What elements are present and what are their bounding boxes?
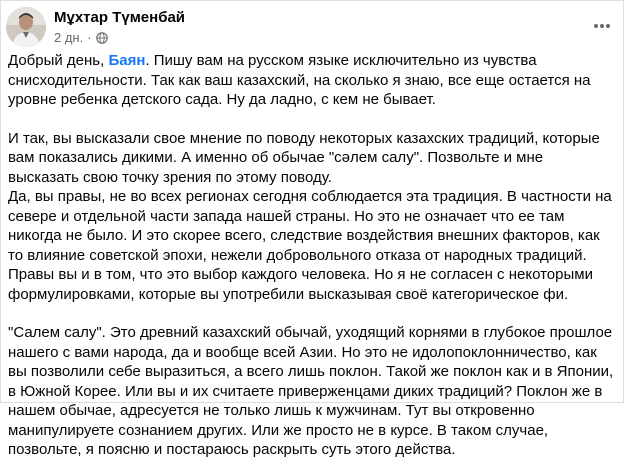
more-options-button[interactable] <box>591 15 613 37</box>
post-paragraph-custom: "Салем салу". Это древний казахский обычай, уходящий корнями в глубокое прошлое нашего с вами народа, да и вообще всей Азии. Но это не идолопоклонничество, как вы позволили себе выразиться, а всего лишь поклон. Такой же поклон как и в Японии, в Южной Корее. Или вы и их считаете приверженцами диких традиций? Поклон же в нашем обычае, адресуется не только лишь к мужчинам. Тут вы откровенно манипулируете сознанием других. Или же просто не в курсе. В таком случае, позвольте, я поясню и постараюсь раскрыть суть этого действа. <box>8 324 614 458</box>
greeting-text: . Пишу вам на русском языке исключительно из чувства снисходительности. Так как ваш казахский, на сколько я знаю, все еще остается на уровне ребенка детского сада. Ну да ладно, с кем не бывает. <box>8 52 591 108</box>
post-timestamp[interactable]: 2 дн. <box>54 30 84 45</box>
post-meta <box>54 30 108 45</box>
post-paragraph-choice: Правы вы и в том, что это выбор каждого человека. Но я не согласен с некоторыми формулировками, которые вы употребили высказывая своё категорическое фи. <box>8 266 593 303</box>
post-body <box>8 51 616 460</box>
meta-separator: · <box>87 30 92 45</box>
avatar[interactable] <box>6 7 46 47</box>
post-paragraph-greeting <box>8 51 616 110</box>
avatar-photo-icon <box>6 7 46 47</box>
post-paragraph-opinion: И так, вы высказали свое мнение по поводу некоторых казахских традиций, которые вам показались дикими. А именно об обычае "сәлем салу". Позвольте и мне высказать свою точку зрения по этому поводу. <box>8 129 600 186</box>
post-header <box>6 7 615 47</box>
mention-link[interactable]: Баян <box>108 52 146 69</box>
post-paragraph-regions: Да, вы правы, не во всех регионах сегодня соблюдается эта традиция. В частности на севере и отдельной части запада нашей страны. Но это не означает что ее там никогда не было. И это скорее всего, следствие воздействия внешних факторов, как то влияние советской эпохи, нежели добровольного отказа от народных традиций. <box>8 188 612 264</box>
more-horizontal-icon <box>593 23 611 29</box>
globe-icon <box>96 32 108 44</box>
greeting-prefix: Добрый день, <box>8 52 109 69</box>
author-name[interactable]: Мұхтар Түменбай <box>54 9 186 26</box>
